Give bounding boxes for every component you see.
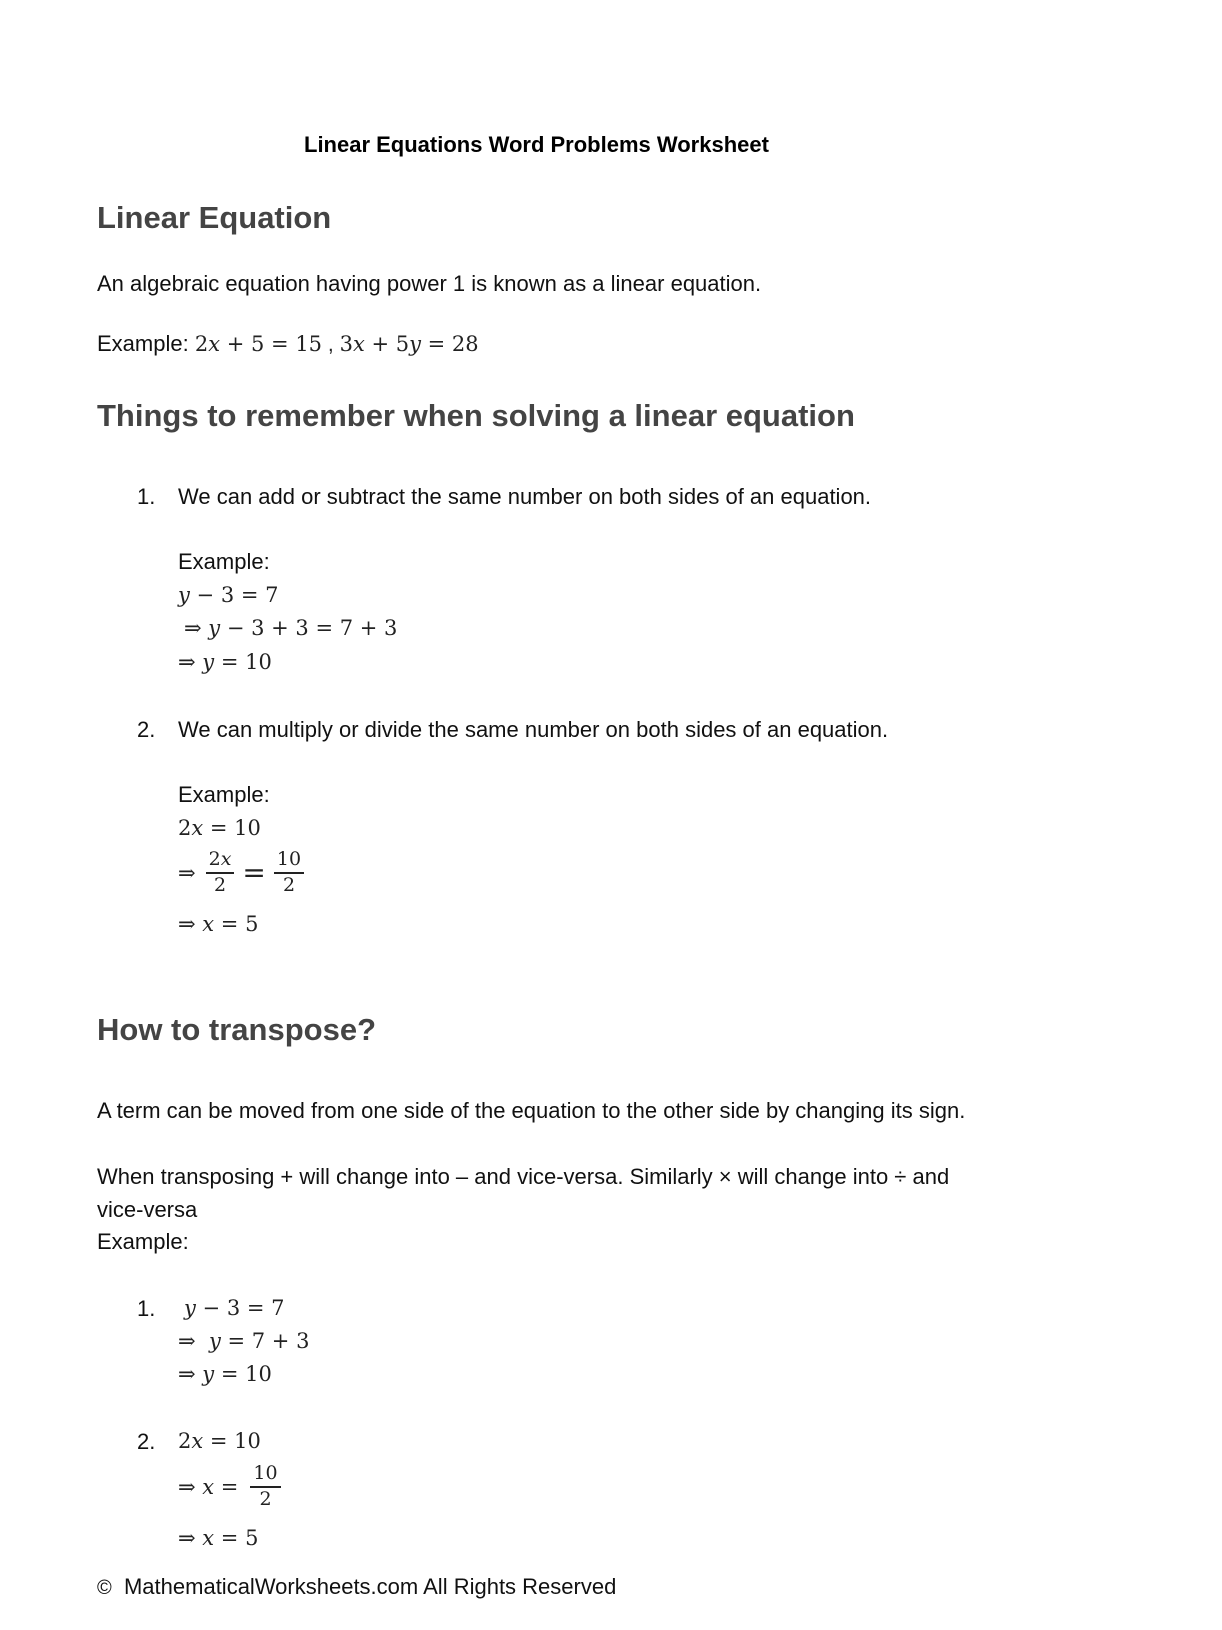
rule-1-example-label: Example: — [178, 549, 270, 574]
transpose-para-1: A term can be moved from one side of the equation to the other side by changing its sign. — [97, 1098, 966, 1123]
rule-1-line-2: ⇒ y − 3 + 3 = 7 + 3 — [184, 616, 398, 640]
list-number: 1. — [137, 484, 156, 509]
heading-linear-equation: Linear Equation — [97, 200, 332, 235]
example-math: 2x + 5 = 15 , 3x + 5y = 28 — [194, 332, 479, 356]
definition-text: An algebraic equation having power 1 is known as a linear equation. — [97, 271, 762, 296]
heading-how-to-transpose: How to transpose? — [97, 1012, 377, 1047]
worksheet-title: Linear Equations Word Problems Worksheet — [304, 132, 769, 157]
fraction-numerator: 2x — [206, 848, 235, 874]
example-line — [97, 331, 479, 357]
copyright-icon: © — [97, 1577, 112, 1599]
rule-1-line-1: y − 3 = 7 — [178, 583, 279, 607]
heading-things-to-remember: Things to remember when solving a linear equation — [97, 398, 855, 433]
transpose-1-line-2: ⇒ y = 7 + 3 — [178, 1329, 310, 1353]
transpose-para-2-line-1: When transposing + will change into – and vice-versa. Similarly × will change into ÷ and — [97, 1164, 950, 1189]
list-number: 2. — [137, 1429, 156, 1454]
fraction-numerator: 10 — [250, 1462, 280, 1488]
transpose-1-line-3: ⇒ y = 10 — [178, 1362, 272, 1386]
rule-2-line-1: 2x = 10 — [178, 816, 261, 840]
rule-2-example-label: Example: — [178, 782, 270, 807]
transpose-2-line-1: 2x = 10 — [178, 1429, 261, 1453]
footer — [97, 1574, 616, 1600]
fraction-denominator: 2 — [282, 873, 296, 896]
fraction-denominator: 2 — [259, 1487, 272, 1510]
transpose-para-2-line-2: vice-versa — [97, 1197, 198, 1222]
footer-text: MathematicalWorksheets.com All Rights Reserved — [123, 1574, 617, 1599]
transpose-2-line-3: ⇒ x = 5 — [178, 1526, 259, 1550]
rule-1-line-3: ⇒ y = 10 — [178, 650, 272, 674]
list-number: 1. — [137, 1296, 156, 1321]
transpose-example-label: Example: — [97, 1229, 189, 1254]
fraction-numerator: 10 — [274, 848, 304, 874]
rule-2-line-3: ⇒ x = 5 — [178, 912, 259, 936]
rule-1-text: We can add or subtract the same number on both sides of an equation. — [178, 484, 872, 509]
rule-2-line-2: ⇒ $\frac{2x}{2}$ = $\frac{10}{2}$ — [178, 848, 308, 898]
fraction-denominator: 2 — [213, 873, 227, 896]
rule-2-text: We can multiply or divide the same number on both sides of an equation. — [178, 717, 889, 742]
transpose-1-line-1: y − 3 = 7 — [184, 1296, 285, 1320]
example-label: Example: — [97, 331, 189, 356]
transpose-2-line-2: ⇒ x = $\frac{10}{2}$ — [178, 1462, 285, 1512]
list-number: 2. — [137, 717, 156, 742]
